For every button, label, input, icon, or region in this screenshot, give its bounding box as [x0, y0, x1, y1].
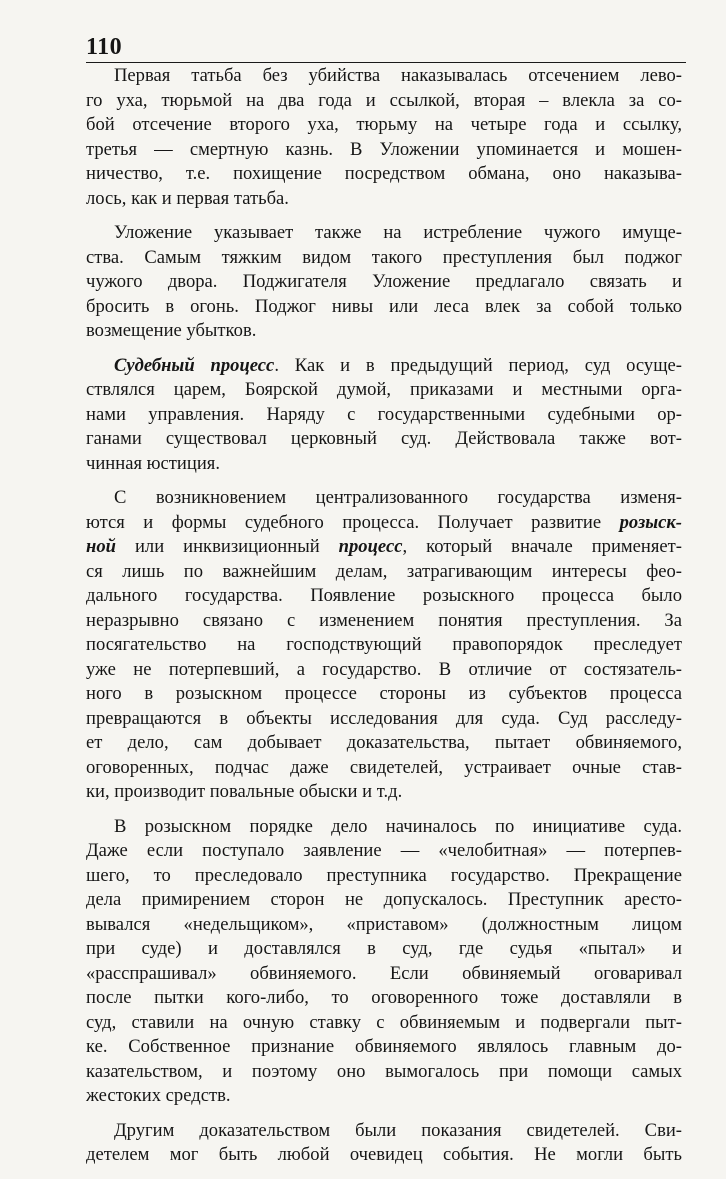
text-line: чужого двора. Поджигателя Уложение предлагало связать и [86, 271, 682, 292]
text-line: третья — смертную казнь. В Уложении упоминается и мошен- [86, 138, 682, 160]
text-line: шего, то преследовало преступника государство. Прекращение [86, 864, 682, 886]
text-line: С возникновением централизованного государства изменя- [114, 487, 682, 508]
text-line: при суде) и доставлялся в суд, где судья «пытал» и [86, 938, 682, 959]
emphasis-term: процесс [338, 536, 403, 557]
text-line: казательством, и поэтому оно вымогалось при помощи самых [86, 1060, 682, 1082]
text-line: го уха, тюрьмой на два года и ссылкой, вторая – влекла за со- [86, 89, 682, 111]
text-line: В розыскном порядке дело начиналось по инициативе суда. [114, 815, 682, 837]
text-line: бросить в огонь. Поджог нивы или леса влек за собой только [86, 295, 682, 317]
text-line: ки, производит повальные обыски и т.д. [86, 781, 403, 802]
text-line: неразрывно связано с изменением понятия преступления. За [86, 609, 682, 631]
text-line: дального государства. Появление розыскного процесса было [86, 585, 682, 606]
text-line: ет дело, сам добывает доказательства, пытает обвиняемого, [86, 732, 682, 753]
text-line: жестоких средств. [86, 1085, 231, 1106]
text-line: Даже если поступало заявление — «челобитная» — потерпев- [86, 840, 682, 861]
body-text [86, 64, 682, 1178]
text-fragment: , который вначале применяет- [402, 536, 682, 557]
text-line: чинная юстиция. [86, 452, 220, 474]
text-line [86, 354, 682, 379]
page-number: 110 [86, 34, 123, 60]
paragraph-5 [86, 815, 682, 1109]
page-header [86, 30, 686, 63]
text-line: оговоренных, подчас даже свидетелей, устраивает очные став- [86, 756, 682, 778]
text-line: бой отсечение второго уха, тюрьму на четыре года и ссылку, [86, 114, 682, 135]
emphasis-term: розыск- [619, 511, 682, 533]
text-line [86, 535, 682, 560]
text-line: ного в розыскном процессе стороны из субъектов процесса [86, 683, 682, 704]
text-line: Первая татьба без убийства наказывалась отсечением лево- [114, 65, 682, 86]
text-line: ства. Самым тяжким видом такого преступления был поджог [86, 246, 682, 268]
text-fragment: ются и формы судебного процесса. Получает развитие [86, 511, 602, 533]
text-line: ганами существовал церковный суд. Действовала также вот- [86, 428, 682, 449]
text-line: нами управления. Наряду с государственными судебными ор- [86, 403, 682, 425]
emphasis-term: ной [86, 536, 116, 557]
text-line: посягательство на господствующий правопорядок преследует [86, 634, 682, 655]
paragraph-4 [86, 486, 682, 805]
text-line: возмещение убытков. [86, 320, 257, 341]
text-line: ке. Собственное признание обвиняемого являлось главным до- [86, 1036, 682, 1057]
paragraph-6 [86, 1119, 682, 1168]
text-line: ствлялся царем, Боярской думой, приказами и местными орга- [86, 379, 682, 400]
text-fragment: или инквизиционный [115, 536, 339, 557]
paragraph-1 [86, 64, 682, 211]
text-line: вывался «недельщиком», «приставом» (должностным лицом [86, 913, 682, 935]
text-line: суд, ставили на очную ставку с обвиняемым и подвергали пыт- [86, 1011, 682, 1033]
text-line: Другим доказательством были показания свидетелей. Сви- [114, 1119, 682, 1141]
text-line: ничество, т.е. похищение посредством обмана, оно наказыва- [86, 163, 682, 184]
text-line [86, 511, 682, 536]
text-fragment: . Как и в предыдущий период, суд осуще- [274, 354, 682, 376]
section-heading: Судебный процесс [114, 354, 275, 376]
paragraph-2 [86, 221, 682, 344]
text-line: ся лишь по важнейшим делам, затрагивающим интересы фео- [86, 560, 682, 582]
text-line: после пытки кого-либо, то оговоренного тоже доставляли в [86, 987, 682, 1008]
text-line: Уложение указывает также на истребление чужого имуще- [114, 222, 682, 243]
text-line: детелем мог быть любой очевидец события. Не могли быть [86, 1144, 682, 1165]
text-line: «расспрашивал» обвиняемого. Если обвиняемый оговаривал [86, 962, 682, 984]
text-line: уже не потерпевший, а государство. В отличие от состязатель- [86, 658, 682, 680]
text-line: превращаются в объекты исследования для суда. Суд расследу- [86, 707, 682, 729]
paragraph-3 [86, 354, 682, 477]
text-line: лось, как и первая татьба. [86, 187, 289, 209]
text-line: дела примирением сторон не допускалось. Преступник аресто- [86, 889, 682, 910]
